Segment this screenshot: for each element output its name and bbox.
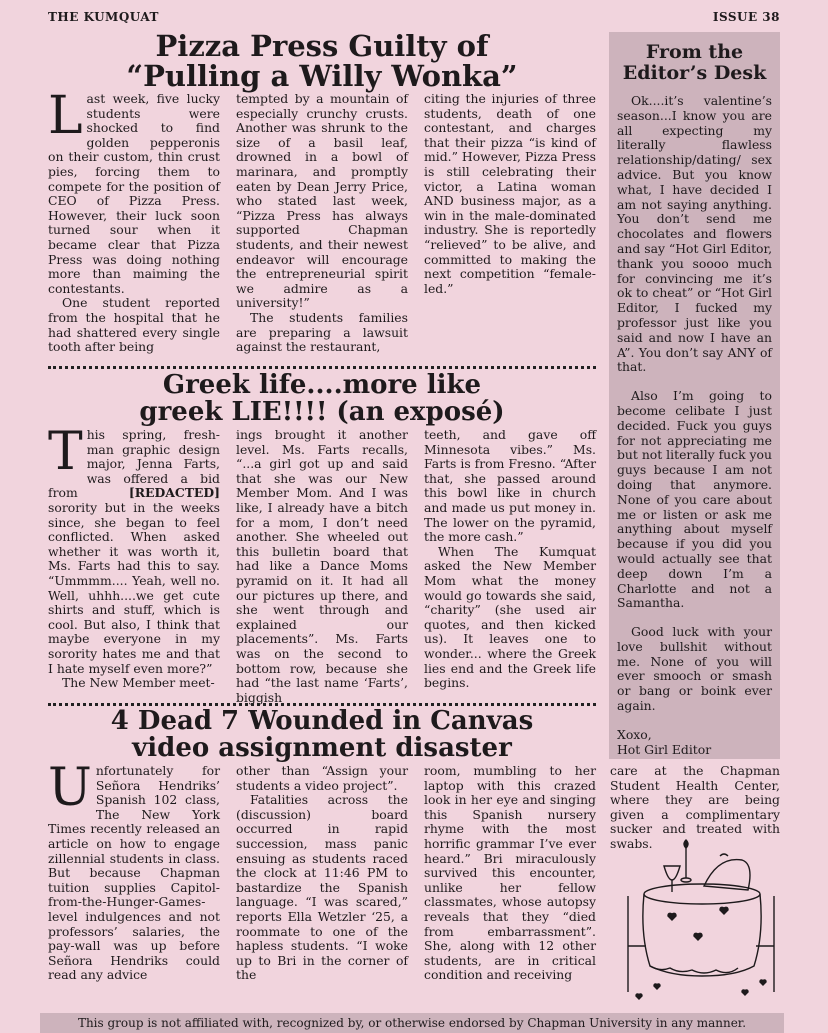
article1-text: The students families are preparing a lawsuit against the restaurant, (236, 309, 408, 355)
article-headline (48, 29, 596, 93)
dotted-divider (48, 366, 596, 369)
sidebar-title-line-1: From the (645, 41, 744, 63)
article-canvas-disaster (48, 708, 596, 761)
paper-name: THE KUMQUAT (48, 10, 159, 24)
article3-text: Fatalities across the (discussion) board occurred in rapid succession, mass panic ensuing as students raced the clock at 11:46 PM to bastardize the Spanish language. “I was scared,” reports Ella Wetzler ‘25, a roommate to one of the hapless students. “I woke up to Bri in the corner of the (236, 792, 408, 983)
sidebar-title (609, 32, 780, 84)
article2-text: sorority but in the weeks since, she began to feel conflicted. When asked whether it was worth it, Ms. Farts had this to say. “Ummmm.... Yeah, well no. Well, uhhh....we get cute shirts and stuff, which is cool. But also, I think that maybe everyone in my sorority hates me and that I hate myself even more?” (48, 499, 220, 676)
editor-paragraph: Ok....it’s valentine’s season...I know you are all expecting my literally flawless relationship/dating/ sex advice. But you know what, I have decided I am not saying anything. You don’t send me chocolates and flowers and say “Hot Girl Editor, thank you soooo much for convincing me it’s ok to cheat” or “Hot Girl Editor, I fucked my professor just like you said and now I have an A”. You don’t say ANY of that. (617, 93, 773, 375)
dropcap: T (48, 422, 83, 482)
article-headline (48, 372, 596, 425)
footer-disclaimer: This group is not affiliated with, recognized by, or otherwise endorsed by Chapman University in any manner. (40, 1013, 784, 1033)
article-headline (48, 708, 596, 761)
issue-number: ISSUE 38 (712, 10, 780, 24)
article3-text: other than “Assign your students a video project”. (236, 763, 408, 793)
article1-text: tempted by a mountain of especially crunchy crusts. Another was shrunk to the size of a basil leaf, drowned in a bowl of marinara, and promptly eaten by Dean Jerry Price, who stated last week, “Pizza Press has always supported Chapman students, and their newest endeavor will encourage the entrepreneurial spirit we admire as a university!” (236, 91, 408, 311)
editor-paragraph: Good luck with your love bullshit without me. None of you will ever smooch or smash or bang or boink ever again. (617, 624, 772, 714)
redacted-label: [REDACTED] (128, 485, 220, 501)
article1-column-1 (48, 86, 220, 355)
article2-text: When The Kumquat asked the New Member Mom what the money would go towards she said, “charity” (she used air quotes, and then kicked us). It leaves one to wonder... where the Greek lies end and the Greek life begins. (424, 543, 596, 691)
article2-column-3 (424, 428, 596, 691)
sidebar-title-line-2: Editor’s Desk (622, 62, 767, 84)
article3-column-1 (48, 758, 220, 983)
article1-text: One student reported from the hospital that he had shattered every single tooth after being (48, 295, 220, 355)
headline-line-2: video assignment disaster (132, 732, 512, 763)
editors-desk-sidebar (609, 32, 780, 759)
article-greek-life (48, 372, 596, 425)
article2-text: The New Member meet- (62, 675, 215, 691)
article2-text: ings brought it another level. Ms. Farts recalls, “...a girl got up and said that she was our New Member Mom. And I was like, I already have a bitch for a mom, I don’t need another. She wheeled out this bulletin board that had like a Dance Moms pyramid on it. It had all our pictures up there, and she went through and explained our placements”. Ms. Farts was on the second to bottom row, because she had “the last name ‘Farts’, biggish (236, 427, 408, 705)
article1-text: citing the injuries of three students, death of one contestant, and charges that their pizza “is kind of mid.” However, Pizza Press is still celebrating their victor, a Latina woman AND business major, as a win in the male-dominated industry. She is reportedly “relieved” to be alive, and committed to making the next competition “female-led.” (424, 91, 596, 296)
article3-text: room, mumbling to her laptop with this crazed look in her eye and singing this Spanish nursery rhyme with the most horrific grammar I’ve ever heard.” Bri miraculously survived this encounter, unlike her fellow classmates, whose autopsy reveals that they “died from embarrassment”. She, along with 12 other students, are in critical condition and receiving (424, 763, 596, 983)
editor-paragraph: Also I’m going to become celibate I just decided. Fuck you guys for not appreciating me but not literally fuck you guys because I am not doing that anymore. None of you care about me or listen or ask me anything about myself because if you did you would actually see that deep down I’m a Charlotte and not a Samantha. (617, 388, 772, 611)
article2-column-1 (48, 422, 220, 691)
editor-signature: Hot Girl Editor (617, 741, 712, 757)
headline-line-1: Greek life....more like (162, 370, 482, 400)
article-pizza-press (48, 29, 596, 93)
article1-text: ast week, five lucky students were shocked to find golden pepperonis on their custom, thin crust pies, forcing them to compete for the position of CEO of Pizza Press. However, their luck soon turned sour when it became clear that Pizza Press was doing nothing more than maiming the contestants. (48, 91, 220, 296)
article3-column-2 (236, 764, 408, 983)
headline-line-2: greek LIE!!!! (an exposé) (139, 396, 505, 427)
headline-line-1: Pizza Press Guilty of (155, 29, 489, 63)
dropcap: U (48, 758, 92, 818)
headline-line-1: 4 Dead 7 Wounded in Canvas (110, 706, 534, 736)
article1-column-2 (236, 92, 408, 355)
article2-column-2 (236, 428, 408, 705)
article2-text: teeth, and gave off Minnesota vibes.” Ms. Farts is from Fresno. “After that, she passed around this bowl like in church and made us put money in. The lower on the pyramid, the more cash.” (424, 427, 596, 545)
editor-signoff: Xoxo, (617, 726, 652, 742)
candlelit-table-illustration-icon (624, 836, 780, 1008)
article3-text: care at the Chapman Student Health Center, where they are being given a complimentary sucker and treated with swabs. (610, 763, 780, 851)
article3-text: nfortunately for Señora Hendriks’ Spanish 102 class, The New York Times recently released an article on how to engage zillennial students in class. But because Chapman tuition supplies Capitol-from-the-Hunger-Games-level indulgences and not professors’ salaries, the pay-wall was up before Señora Hendriks could read any advice (48, 763, 220, 983)
dropcap: L (48, 86, 83, 146)
headline-line-2: “Pulling a Willy Wonka” (126, 58, 518, 93)
article1-column-3 (424, 92, 596, 296)
article3-column-3 (424, 764, 596, 983)
article2-text: his spring, fresh-man graphic design major, Jenna Farts, was offered a bid from (48, 427, 220, 501)
